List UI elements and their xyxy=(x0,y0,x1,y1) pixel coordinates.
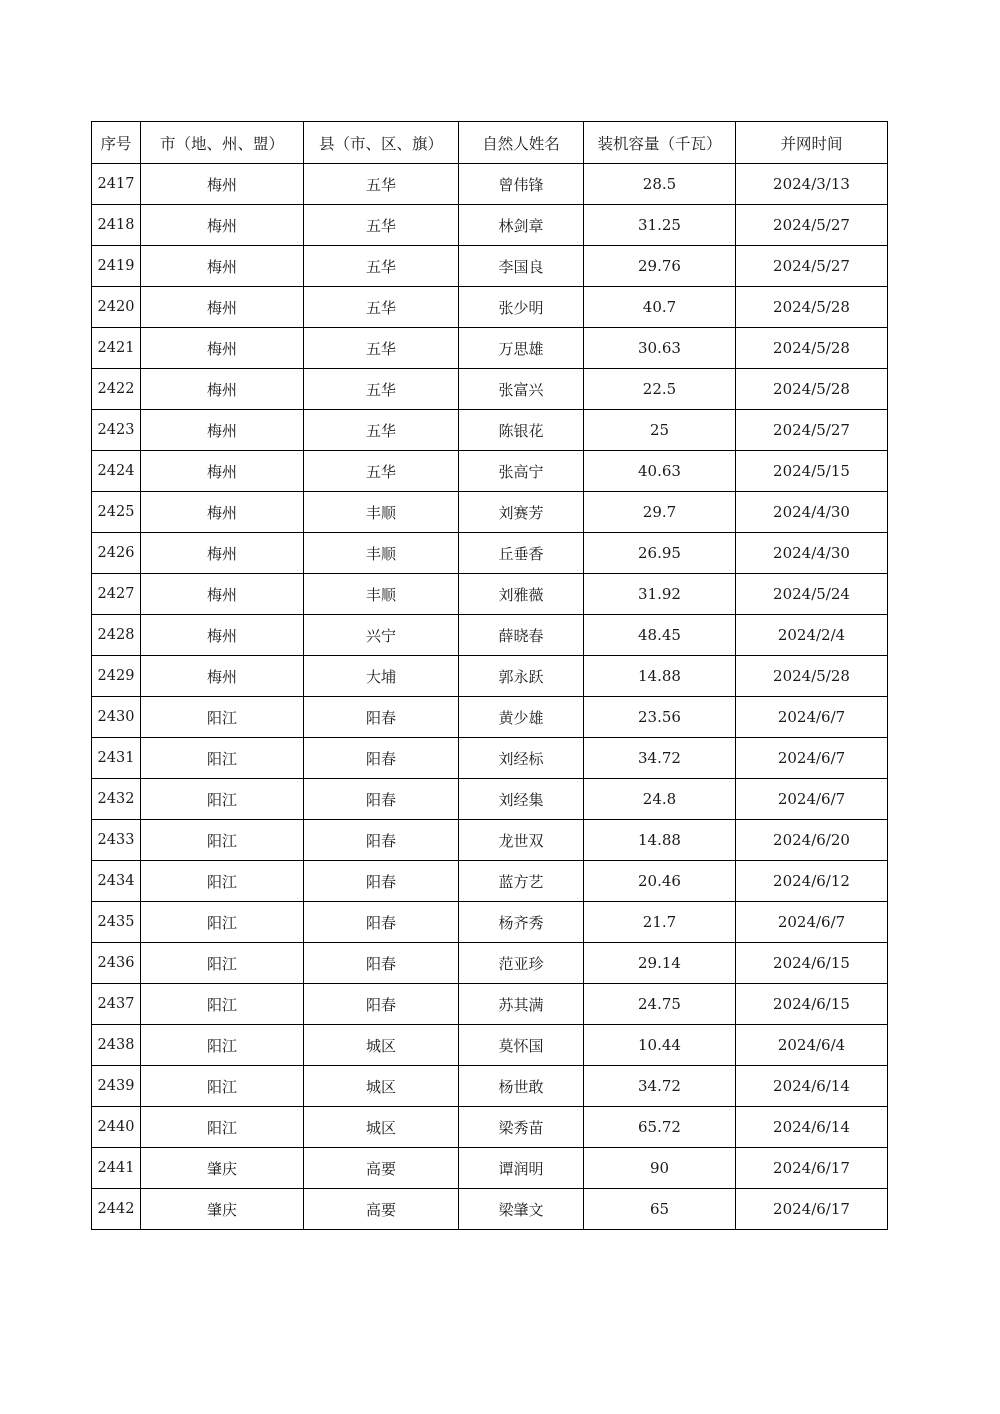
table-row xyxy=(92,410,888,451)
table-row xyxy=(92,902,888,943)
cell-city: 梅州 xyxy=(141,205,304,246)
cell-seq: 2435 xyxy=(92,902,141,943)
cell-seq: 2434 xyxy=(92,861,141,902)
cell-person-name: 莫怀国 xyxy=(459,1025,584,1066)
cell-person-name: 梁秀苗 xyxy=(459,1107,584,1148)
cell-city: 梅州 xyxy=(141,164,304,205)
cell-county: 城区 xyxy=(304,1025,459,1066)
cell-seq: 2422 xyxy=(92,369,141,410)
cell-capacity: 28.5 xyxy=(584,164,736,205)
cell-capacity: 40.7 xyxy=(584,287,736,328)
cell-grid-date: 2024/5/28 xyxy=(736,328,888,369)
cell-grid-date: 2024/6/7 xyxy=(736,902,888,943)
cell-capacity: 34.72 xyxy=(584,738,736,779)
cell-capacity: 25 xyxy=(584,410,736,451)
cell-person-name: 薛晓春 xyxy=(459,615,584,656)
table-row xyxy=(92,328,888,369)
cell-grid-date: 2024/6/4 xyxy=(736,1025,888,1066)
cell-capacity: 48.45 xyxy=(584,615,736,656)
cell-person-name: 黄少雄 xyxy=(459,697,584,738)
data-table xyxy=(91,121,888,1230)
cell-city: 阳江 xyxy=(141,984,304,1025)
table-row xyxy=(92,246,888,287)
cell-capacity: 26.95 xyxy=(584,533,736,574)
cell-city: 梅州 xyxy=(141,369,304,410)
cell-person-name: 张高宁 xyxy=(459,451,584,492)
header-city: 市（地、州、盟） xyxy=(141,122,304,164)
cell-county: 大埔 xyxy=(304,656,459,697)
table-row xyxy=(92,451,888,492)
cell-seq: 2427 xyxy=(92,574,141,615)
cell-county: 阳春 xyxy=(304,943,459,984)
cell-capacity: 90 xyxy=(584,1148,736,1189)
cell-grid-date: 2024/5/28 xyxy=(736,656,888,697)
cell-county: 丰顺 xyxy=(304,492,459,533)
cell-seq: 2438 xyxy=(92,1025,141,1066)
cell-person-name: 万思雄 xyxy=(459,328,584,369)
cell-person-name: 苏其满 xyxy=(459,984,584,1025)
cell-grid-date: 2024/6/12 xyxy=(736,861,888,902)
cell-grid-date: 2024/2/4 xyxy=(736,615,888,656)
cell-county: 丰顺 xyxy=(304,574,459,615)
table-row xyxy=(92,656,888,697)
cell-county: 五华 xyxy=(304,164,459,205)
table-header xyxy=(92,122,888,164)
cell-person-name: 范亚珍 xyxy=(459,943,584,984)
cell-grid-date: 2024/5/27 xyxy=(736,205,888,246)
cell-city: 阳江 xyxy=(141,1066,304,1107)
cell-grid-date: 2024/5/15 xyxy=(736,451,888,492)
cell-county: 高要 xyxy=(304,1148,459,1189)
cell-person-name: 张少明 xyxy=(459,287,584,328)
cell-grid-date: 2024/6/17 xyxy=(736,1148,888,1189)
cell-capacity: 34.72 xyxy=(584,1066,736,1107)
cell-county: 五华 xyxy=(304,451,459,492)
cell-county: 城区 xyxy=(304,1107,459,1148)
table-row xyxy=(92,984,888,1025)
cell-person-name: 张富兴 xyxy=(459,369,584,410)
cell-person-name: 陈银花 xyxy=(459,410,584,451)
cell-person-name: 蓝方艺 xyxy=(459,861,584,902)
cell-grid-date: 2024/4/30 xyxy=(736,492,888,533)
cell-person-name: 龙世双 xyxy=(459,820,584,861)
cell-county: 五华 xyxy=(304,369,459,410)
cell-county: 阳春 xyxy=(304,984,459,1025)
cell-county: 阳春 xyxy=(304,779,459,820)
cell-capacity: 65.72 xyxy=(584,1107,736,1148)
cell-person-name: 林剑章 xyxy=(459,205,584,246)
cell-city: 梅州 xyxy=(141,656,304,697)
cell-city: 梅州 xyxy=(141,451,304,492)
cell-city: 阳江 xyxy=(141,697,304,738)
table-row xyxy=(92,492,888,533)
cell-county: 阳春 xyxy=(304,697,459,738)
table-row xyxy=(92,697,888,738)
cell-seq: 2440 xyxy=(92,1107,141,1148)
cell-grid-date: 2024/6/7 xyxy=(736,738,888,779)
cell-grid-date: 2024/5/27 xyxy=(736,246,888,287)
cell-person-name: 谭润明 xyxy=(459,1148,584,1189)
cell-seq: 2437 xyxy=(92,984,141,1025)
cell-capacity: 40.63 xyxy=(584,451,736,492)
cell-city: 阳江 xyxy=(141,738,304,779)
cell-person-name: 杨齐秀 xyxy=(459,902,584,943)
cell-capacity: 10.44 xyxy=(584,1025,736,1066)
cell-capacity: 31.92 xyxy=(584,574,736,615)
header-capacity: 装机容量（千瓦） xyxy=(584,122,736,164)
cell-city: 梅州 xyxy=(141,410,304,451)
header-grid-date: 并网时间 xyxy=(736,122,888,164)
cell-city: 梅州 xyxy=(141,533,304,574)
cell-capacity: 65 xyxy=(584,1189,736,1230)
cell-grid-date: 2024/4/30 xyxy=(736,533,888,574)
cell-city: 阳江 xyxy=(141,943,304,984)
header-person-name: 自然人姓名 xyxy=(459,122,584,164)
cell-county: 阳春 xyxy=(304,820,459,861)
cell-person-name: 丘垂香 xyxy=(459,533,584,574)
cell-grid-date: 2024/6/17 xyxy=(736,1189,888,1230)
cell-city: 梅州 xyxy=(141,246,304,287)
header-seq: 序号 xyxy=(92,122,141,164)
cell-seq: 2428 xyxy=(92,615,141,656)
cell-county: 城区 xyxy=(304,1066,459,1107)
table-row xyxy=(92,1066,888,1107)
cell-person-name: 曾伟锋 xyxy=(459,164,584,205)
table-row xyxy=(92,205,888,246)
cell-grid-date: 2024/6/14 xyxy=(736,1107,888,1148)
cell-city: 梅州 xyxy=(141,492,304,533)
cell-county: 兴宁 xyxy=(304,615,459,656)
cell-capacity: 21.7 xyxy=(584,902,736,943)
cell-city: 梅州 xyxy=(141,615,304,656)
cell-city: 肇庆 xyxy=(141,1148,304,1189)
cell-seq: 2425 xyxy=(92,492,141,533)
table-row xyxy=(92,533,888,574)
cell-person-name: 梁肇文 xyxy=(459,1189,584,1230)
table-row xyxy=(92,1107,888,1148)
cell-person-name: 刘雅薇 xyxy=(459,574,584,615)
cell-capacity: 14.88 xyxy=(584,656,736,697)
cell-county: 高要 xyxy=(304,1189,459,1230)
cell-capacity: 22.5 xyxy=(584,369,736,410)
cell-capacity: 24.75 xyxy=(584,984,736,1025)
cell-capacity: 20.46 xyxy=(584,861,736,902)
cell-person-name: 李国良 xyxy=(459,246,584,287)
cell-seq: 2431 xyxy=(92,738,141,779)
cell-grid-date: 2024/6/7 xyxy=(736,697,888,738)
cell-city: 阳江 xyxy=(141,1025,304,1066)
cell-seq: 2442 xyxy=(92,1189,141,1230)
cell-grid-date: 2024/6/7 xyxy=(736,779,888,820)
table-row xyxy=(92,164,888,205)
cell-seq: 2433 xyxy=(92,820,141,861)
cell-county: 丰顺 xyxy=(304,533,459,574)
cell-seq: 2417 xyxy=(92,164,141,205)
cell-grid-date: 2024/6/15 xyxy=(736,943,888,984)
cell-seq: 2419 xyxy=(92,246,141,287)
table-row xyxy=(92,574,888,615)
table-row xyxy=(92,287,888,328)
table-row xyxy=(92,1025,888,1066)
cell-county: 阳春 xyxy=(304,902,459,943)
cell-seq: 2429 xyxy=(92,656,141,697)
cell-capacity: 29.7 xyxy=(584,492,736,533)
cell-county: 五华 xyxy=(304,410,459,451)
cell-seq: 2432 xyxy=(92,779,141,820)
cell-capacity: 23.56 xyxy=(584,697,736,738)
cell-capacity: 24.8 xyxy=(584,779,736,820)
cell-city: 阳江 xyxy=(141,1107,304,1148)
cell-capacity: 29.76 xyxy=(584,246,736,287)
cell-city: 阳江 xyxy=(141,861,304,902)
cell-person-name: 刘赛芳 xyxy=(459,492,584,533)
cell-person-name: 郭永跃 xyxy=(459,656,584,697)
cell-county: 五华 xyxy=(304,287,459,328)
cell-capacity: 30.63 xyxy=(584,328,736,369)
cell-county: 五华 xyxy=(304,205,459,246)
cell-county: 五华 xyxy=(304,328,459,369)
cell-capacity: 14.88 xyxy=(584,820,736,861)
table-row xyxy=(92,1148,888,1189)
cell-grid-date: 2024/5/27 xyxy=(736,410,888,451)
cell-person-name: 杨世敢 xyxy=(459,1066,584,1107)
cell-person-name: 刘经集 xyxy=(459,779,584,820)
table-row xyxy=(92,861,888,902)
cell-seq: 2424 xyxy=(92,451,141,492)
table-row xyxy=(92,615,888,656)
cell-seq: 2420 xyxy=(92,287,141,328)
cell-seq: 2418 xyxy=(92,205,141,246)
cell-seq: 2430 xyxy=(92,697,141,738)
cell-city: 梅州 xyxy=(141,328,304,369)
cell-grid-date: 2024/5/28 xyxy=(736,287,888,328)
table-row xyxy=(92,779,888,820)
table-row xyxy=(92,369,888,410)
table-row xyxy=(92,1189,888,1230)
table-row xyxy=(92,943,888,984)
table-row xyxy=(92,738,888,779)
cell-grid-date: 2024/5/28 xyxy=(736,369,888,410)
cell-grid-date: 2024/5/24 xyxy=(736,574,888,615)
cell-seq: 2421 xyxy=(92,328,141,369)
header-row xyxy=(92,122,888,164)
cell-city: 阳江 xyxy=(141,779,304,820)
cell-seq: 2439 xyxy=(92,1066,141,1107)
cell-seq: 2436 xyxy=(92,943,141,984)
cell-grid-date: 2024/3/13 xyxy=(736,164,888,205)
cell-city: 梅州 xyxy=(141,287,304,328)
cell-grid-date: 2024/6/15 xyxy=(736,984,888,1025)
cell-capacity: 29.14 xyxy=(584,943,736,984)
cell-city: 阳江 xyxy=(141,820,304,861)
cell-seq: 2441 xyxy=(92,1148,141,1189)
header-county: 县（市、区、旗） xyxy=(304,122,459,164)
cell-city: 梅州 xyxy=(141,574,304,615)
cell-grid-date: 2024/6/20 xyxy=(736,820,888,861)
cell-county: 阳春 xyxy=(304,738,459,779)
cell-county: 五华 xyxy=(304,246,459,287)
table-row xyxy=(92,820,888,861)
cell-capacity: 31.25 xyxy=(584,205,736,246)
cell-grid-date: 2024/6/14 xyxy=(736,1066,888,1107)
cell-seq: 2423 xyxy=(92,410,141,451)
cell-county: 阳春 xyxy=(304,861,459,902)
cell-city: 阳江 xyxy=(141,902,304,943)
cell-city: 肇庆 xyxy=(141,1189,304,1230)
cell-person-name: 刘经标 xyxy=(459,738,584,779)
cell-seq: 2426 xyxy=(92,533,141,574)
table-body xyxy=(92,164,888,1230)
